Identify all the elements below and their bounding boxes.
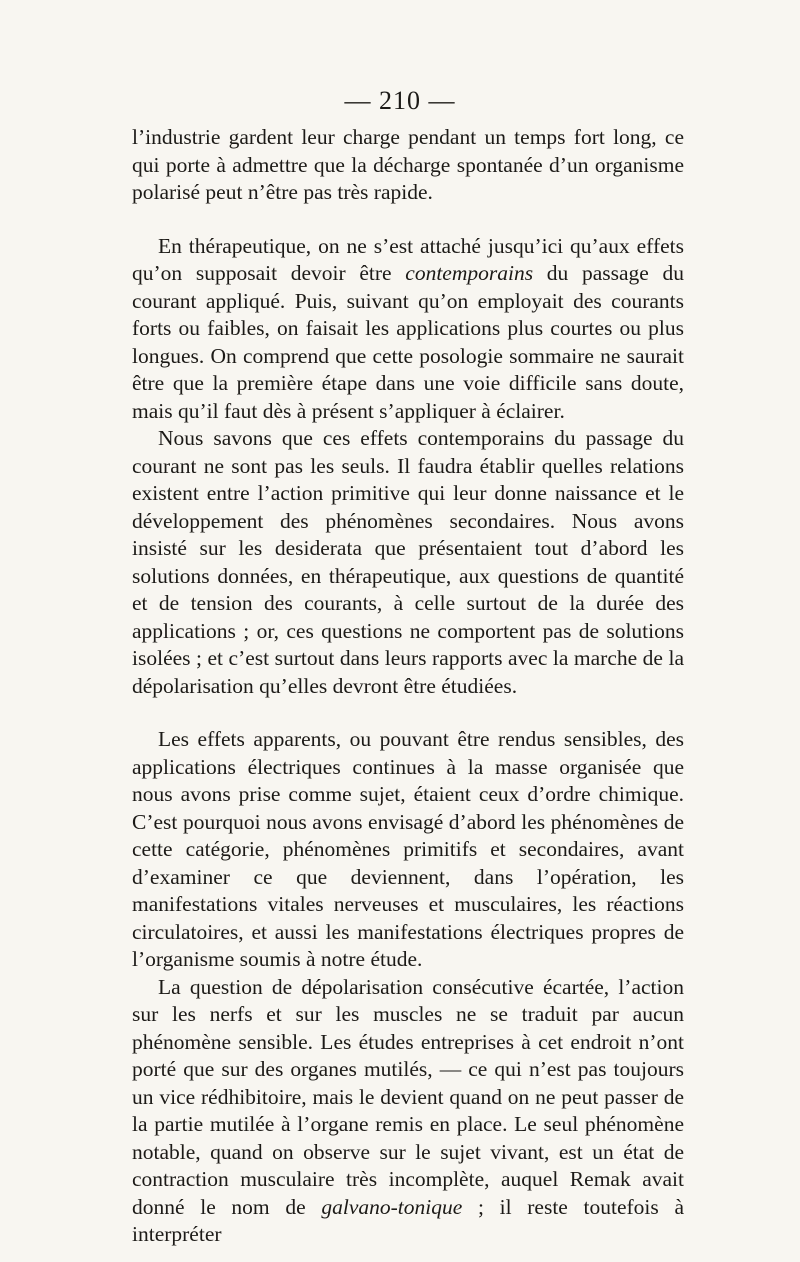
- body-text: [132, 124, 684, 1249]
- paragraph-2: [132, 233, 684, 426]
- paragraph-4: Les effets apparents, ou pouvant être rendus sensibles, des applications électriques continues à la masse organisée que nous avons prise comme sujet, étaient ceux d’ordre chimique. C’est pourquoi nous avons envisagé d’abord les phénomènes de cette catégorie, phénomènes primitifs et secondaires, avant d’examiner ce que deviennent, dans l’opération, les manifestations vitales nerveuses et musculaires, les réactions circulatoires, et aussi les manifestations électriques propres de l’organisme soumis à notre étude.: [132, 727, 684, 971]
- paragraph-1: l’industrie gardent leur charge pendant un temps fort long, ce qui porte à admettre que la décharge spontanée d’un organisme polarisé peut n’être pas très rapide.: [132, 125, 684, 204]
- paragraph-3: Nous savons que ces effets contemporains du passage du courant ne sont pas les seuls. Il faudra établir quelles relations existent entre l’action primitive qui leur donne naissance et le développement des phénomènes secondaires. Nous avons insisté sur les desiderata que présentaient tout d’abord les solutions données, en thérapeutique, aux questions de quantité et de tension des courants, à celle surtout de la durée des applications ; or, ces questions ne comportent pas de solutions isolées ; et c’est surtout dans leurs rapports avec la marche de la dépolarisation qu’elles devront être étudiées.: [132, 426, 684, 698]
- emphasis-contemporains: contemporains: [405, 261, 534, 285]
- paragraph-2-after: du passage du courant appliqué. Puis, suivant qu’on employait des courants forts ou faibles, on faisait les applications plus courtes ou plus longues. On comprend que cette posologie sommaire ne saurait être que la première étape dans une voie difficile sans doute, mais qu’il faut dès à présent s’appliquer à éclairer.: [132, 261, 684, 423]
- paragraph-5-before: La question de dépolarisation consécutive écartée, l’action sur les nerfs et sur les muscles ne se traduit par aucun phénomène sensible. Les études entreprises à cet endroit n’ont porté que sur des organes mutilés, — ce qui n’est pas toujours un vice rédhibitoire, mais le devient quand on ne peut passer de la partie mutilée à l’organe remis en place. Le seul phénomène notable, quand on observe sur le sujet vivant, est un état de contraction musculaire très incomplète, auquel Remak avait donné le nom de: [132, 974, 684, 1219]
- paragraph-2-before: En thérapeutique, on ne s’est attaché jusqu’ici qu’aux effets qu’on supposait devoir être: [132, 233, 684, 285]
- page-number: — 210 —: [344, 86, 456, 115]
- paragraph-5: [132, 974, 684, 1249]
- emphasis-galvano-tonique: galvano-tonique: [321, 1194, 463, 1219]
- paragraph-5-after: ; il reste toutefois à interpréter: [132, 1194, 684, 1246]
